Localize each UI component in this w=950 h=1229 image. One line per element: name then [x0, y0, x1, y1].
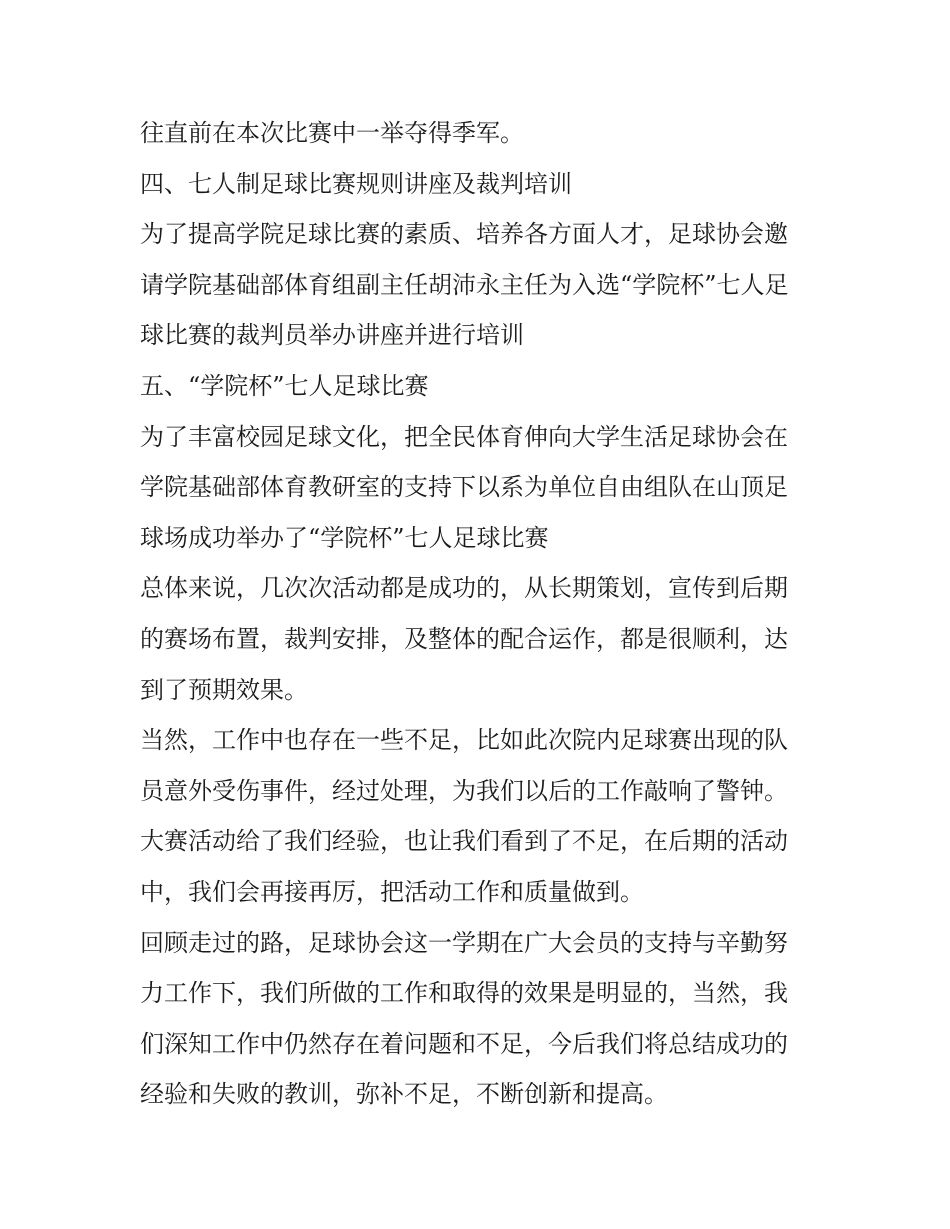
section-heading-5: 五、“学院杯”七人足球比赛: [140, 371, 429, 400]
document-body: [140, 108, 820, 1120]
text-line-8: 学院基础部体育教研室的支持下以系为单位自由组队在山顶足: [140, 473, 788, 502]
text-line-18: 力工作下，我们所做的工作和取得的效果是明显的，当然，我: [140, 979, 788, 1008]
text-line-1: 往直前在本次比赛中一举夺得季军。: [140, 119, 524, 147]
text-line-10: 总体来说，几次次活动都是成功的，从长期策划，宣传到后期: [140, 574, 788, 603]
text-line-3: 为了提高学院足球比赛的素质、培养各方面人才，足球协会邀: [140, 220, 788, 249]
text-line-15: 大赛活动给了我们经验，也让我们看到了不足，在后期的活动: [140, 827, 788, 856]
text-line-11: 的赛场布置，裁判安排，及整体的配合运作，都是很顺利，达: [140, 624, 788, 653]
section-heading-4: 四、七人制足球比赛规则讲座及裁判培训: [140, 169, 572, 198]
text-line-12: 到了预期效果。: [140, 675, 308, 704]
text-line-5: 球比赛的裁判员举办讲座并进行培训: [140, 321, 524, 350]
text-line-13: 当然，工作中也存在一些不足，比如此次院内足球赛出现的队: [140, 726, 788, 755]
text-line-20: 经验和失败的教训，弥补不足，不断创新和提高。: [140, 1080, 668, 1109]
text-line-4: 请学院基础部体育组副主任胡沛永主任为入选“学院杯”七人足: [140, 270, 789, 299]
text-line-9: 球场成功举办了“学院杯”七人足球比赛: [140, 523, 549, 552]
text-line-7: 为了丰富校园足球文化，把全民体育伸向大学生活足球协会在: [140, 422, 788, 451]
text-line-19: 们深知工作中仍然存在着问题和不足，今后我们将总结成功的: [140, 1029, 788, 1058]
text-line-16: 中，我们会再接再厉，把活动工作和质量做到。: [140, 877, 644, 906]
text-line-17: 回顾走过的路，足球协会这一学期在广大会员的支持与辛勤努: [140, 928, 788, 957]
text-line-14: 员意外受伤事件，经过处理，为我们以后的工作敲响了警钟。: [140, 776, 788, 805]
